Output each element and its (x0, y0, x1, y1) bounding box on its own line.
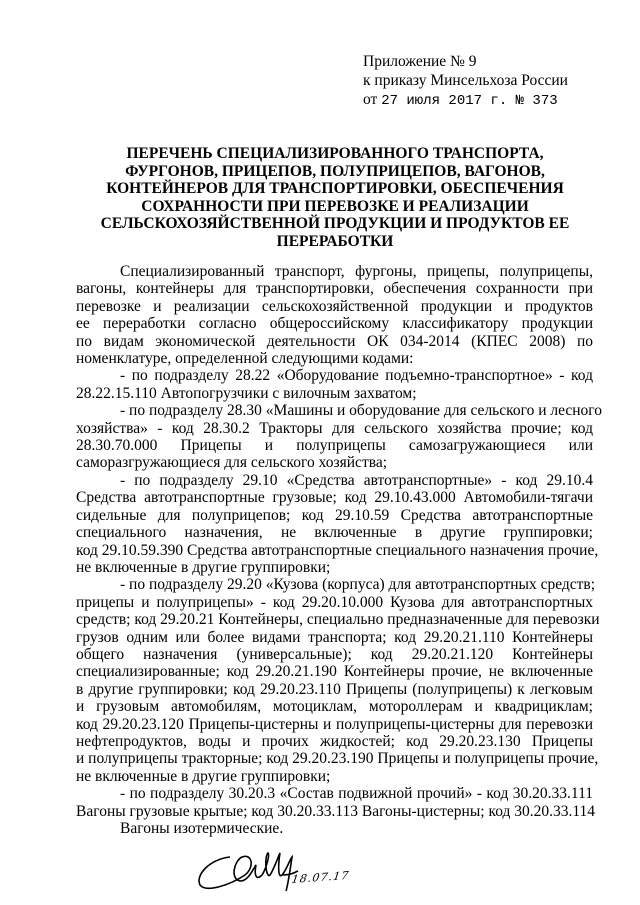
appendix-number: Приложение № 9 (363, 53, 477, 70)
body-text-line: код 29.20.23.120 Прицепы-цистерны и полуприцепы-цистерны для перевозки (76, 715, 593, 733)
body-text-line: не включенные в другие группировки; (76, 558, 331, 576)
body-text-line: перевозке и реализации сельскохозяйственной продукции и продуктов (76, 297, 593, 315)
body-text-line: не включенные в другие группировки; (76, 767, 331, 785)
order-date-prefix: от (363, 91, 378, 108)
title-line: КОНТЕЙНЕРОВ ДЛЯ ТРАНСПОРТИРОВКИ, ОБЕСПЕЧЕНИЯ (106, 180, 564, 198)
body-text-line: код 29.10.59.390 Средства автотранспортные специального назначения прочие, (76, 541, 599, 559)
body-text-line: специального назначения, не включенные в другие группировки; (76, 524, 593, 542)
body-text-line: саморазгружающиеся для сельского хозяйства; (76, 454, 388, 472)
body-text-line: 28.30.70.000 Прицепы и полуприцепы самозагружающиеся или (76, 437, 593, 455)
body-text-line: прицепы и полуприцепы» - код 29.20.10.000 Кузова для автотранспортных (76, 593, 593, 611)
order-date-number: 27 июля 2017 г. № 373 (381, 93, 558, 109)
title-line: СОХРАННОСТИ ПРИ ПЕРЕВОЗКЕ И РЕАЛИЗАЦИИ (141, 197, 529, 215)
title-line: ПЕРЕРАБОТКИ (276, 232, 394, 250)
body-text-line: Вагоны изотермические. (120, 820, 284, 837)
document-title (60, 145, 610, 251)
body-text-line: - по подразделу 28.30 «Машины и оборудование для сельского и лесного (120, 402, 603, 420)
body-text-line: нефтепродуктов, воды и прочих жидкостей; код 29.20.23.130 Прицепы (76, 732, 593, 750)
body-text-line: - по подразделу 28.22 «Оборудование подъемно-транспортное» - код (120, 367, 593, 385)
body-text-line: - по подразделу 29.20 «Кузова (корпуса) для автотранспортных средств; (120, 576, 596, 594)
handwritten-signature-icon (190, 845, 300, 895)
order-date-line (363, 90, 568, 111)
body-text-line: общего назначения (универсальные); код 29.20.21.120 Контейнеры (76, 645, 593, 663)
title-line: ПЕРЕЧЕНЬ СПЕЦИАЛИЗИРОВАННОГО ТРАНСПОРТА, (126, 145, 544, 162)
body-text-line: - по подразделу 29.10 «Средства автотранспортные» - код 29.10.4 (120, 471, 593, 489)
body-text-line: Вагоны грузовые крытые; код 30.20.33.113 Вагоны-цистерны; код 30.20.33.114 (76, 802, 596, 820)
body-text-line: - по подразделу 30.20.3 «Состав подвижной прочий» - код 30.20.33.111 (120, 785, 593, 803)
body-text-line: средств; код 29.20.21 Контейнеры, специально предназначенные для перевозки (76, 611, 600, 629)
title-line: ФУРГОНОВ, ПРИЦЕПОВ, ПОЛУПРИЦЕПОВ, ВАГОНОВ, (125, 162, 545, 180)
body-text-line: хозяйства» - код 28.30.2 Тракторы для сельского хозяйства прочие; код (76, 419, 593, 437)
order-reference: к приказу Минсельхоза России (363, 72, 568, 89)
body-text-line: и грузовым автомобилям, мотоциклам, мотороллерам и квадрициклам; (76, 698, 593, 716)
appendix-header (363, 52, 568, 111)
signature (190, 845, 390, 900)
body-text-line: вагоны, контейнеры для транспортировки, обеспечения сохранности при (76, 280, 593, 298)
body-text-line: номенклатуре, определенной следующими кодами: (76, 350, 414, 368)
title-line: СЕЛЬСКОХОЗЯЙСТВЕННОЙ ПРОДУКЦИИ И ПРОДУКТОВ ЕЕ (100, 215, 570, 233)
body-text-line: Специализированный транспорт, фургоны, прицепы, полуприцепы, (120, 263, 593, 280)
body-text-line: грузов одним или более видами транспорта; код 29.20.21.110 Контейнеры (76, 628, 593, 646)
body-text-line: и полуприцепы тракторные; код 29.20.23.190 Прицепы и полуприцепы прочие, (76, 750, 599, 768)
document-body (76, 263, 603, 837)
body-text-line: Средства автотранспортные грузовые; код 29.10.43.000 Автомобили-тягачи (76, 489, 593, 507)
body-text-line: в другие группировки; код 29.20.23.110 Прицепы (полуприцепы) к легковым (76, 680, 593, 698)
signature-date: 18.07.17 (290, 869, 351, 886)
body-text-line: по видам экономической деятельности ОК 034-2014 (КПЕС 2008) по (76, 332, 593, 350)
body-text-line: сидельные для полуприцепов; код 29.10.59 Средства автотранспортные (76, 506, 593, 524)
body-text-line: специализированные; код 29.20.21.190 Контейнеры прочие, не включенные (76, 663, 593, 681)
body-text-line: 28.22.15.110 Автопогрузчики с вилочным захватом; (76, 384, 417, 402)
body-text-line: ее переработки согласно общероссийскому классификатору продукции (76, 315, 593, 333)
